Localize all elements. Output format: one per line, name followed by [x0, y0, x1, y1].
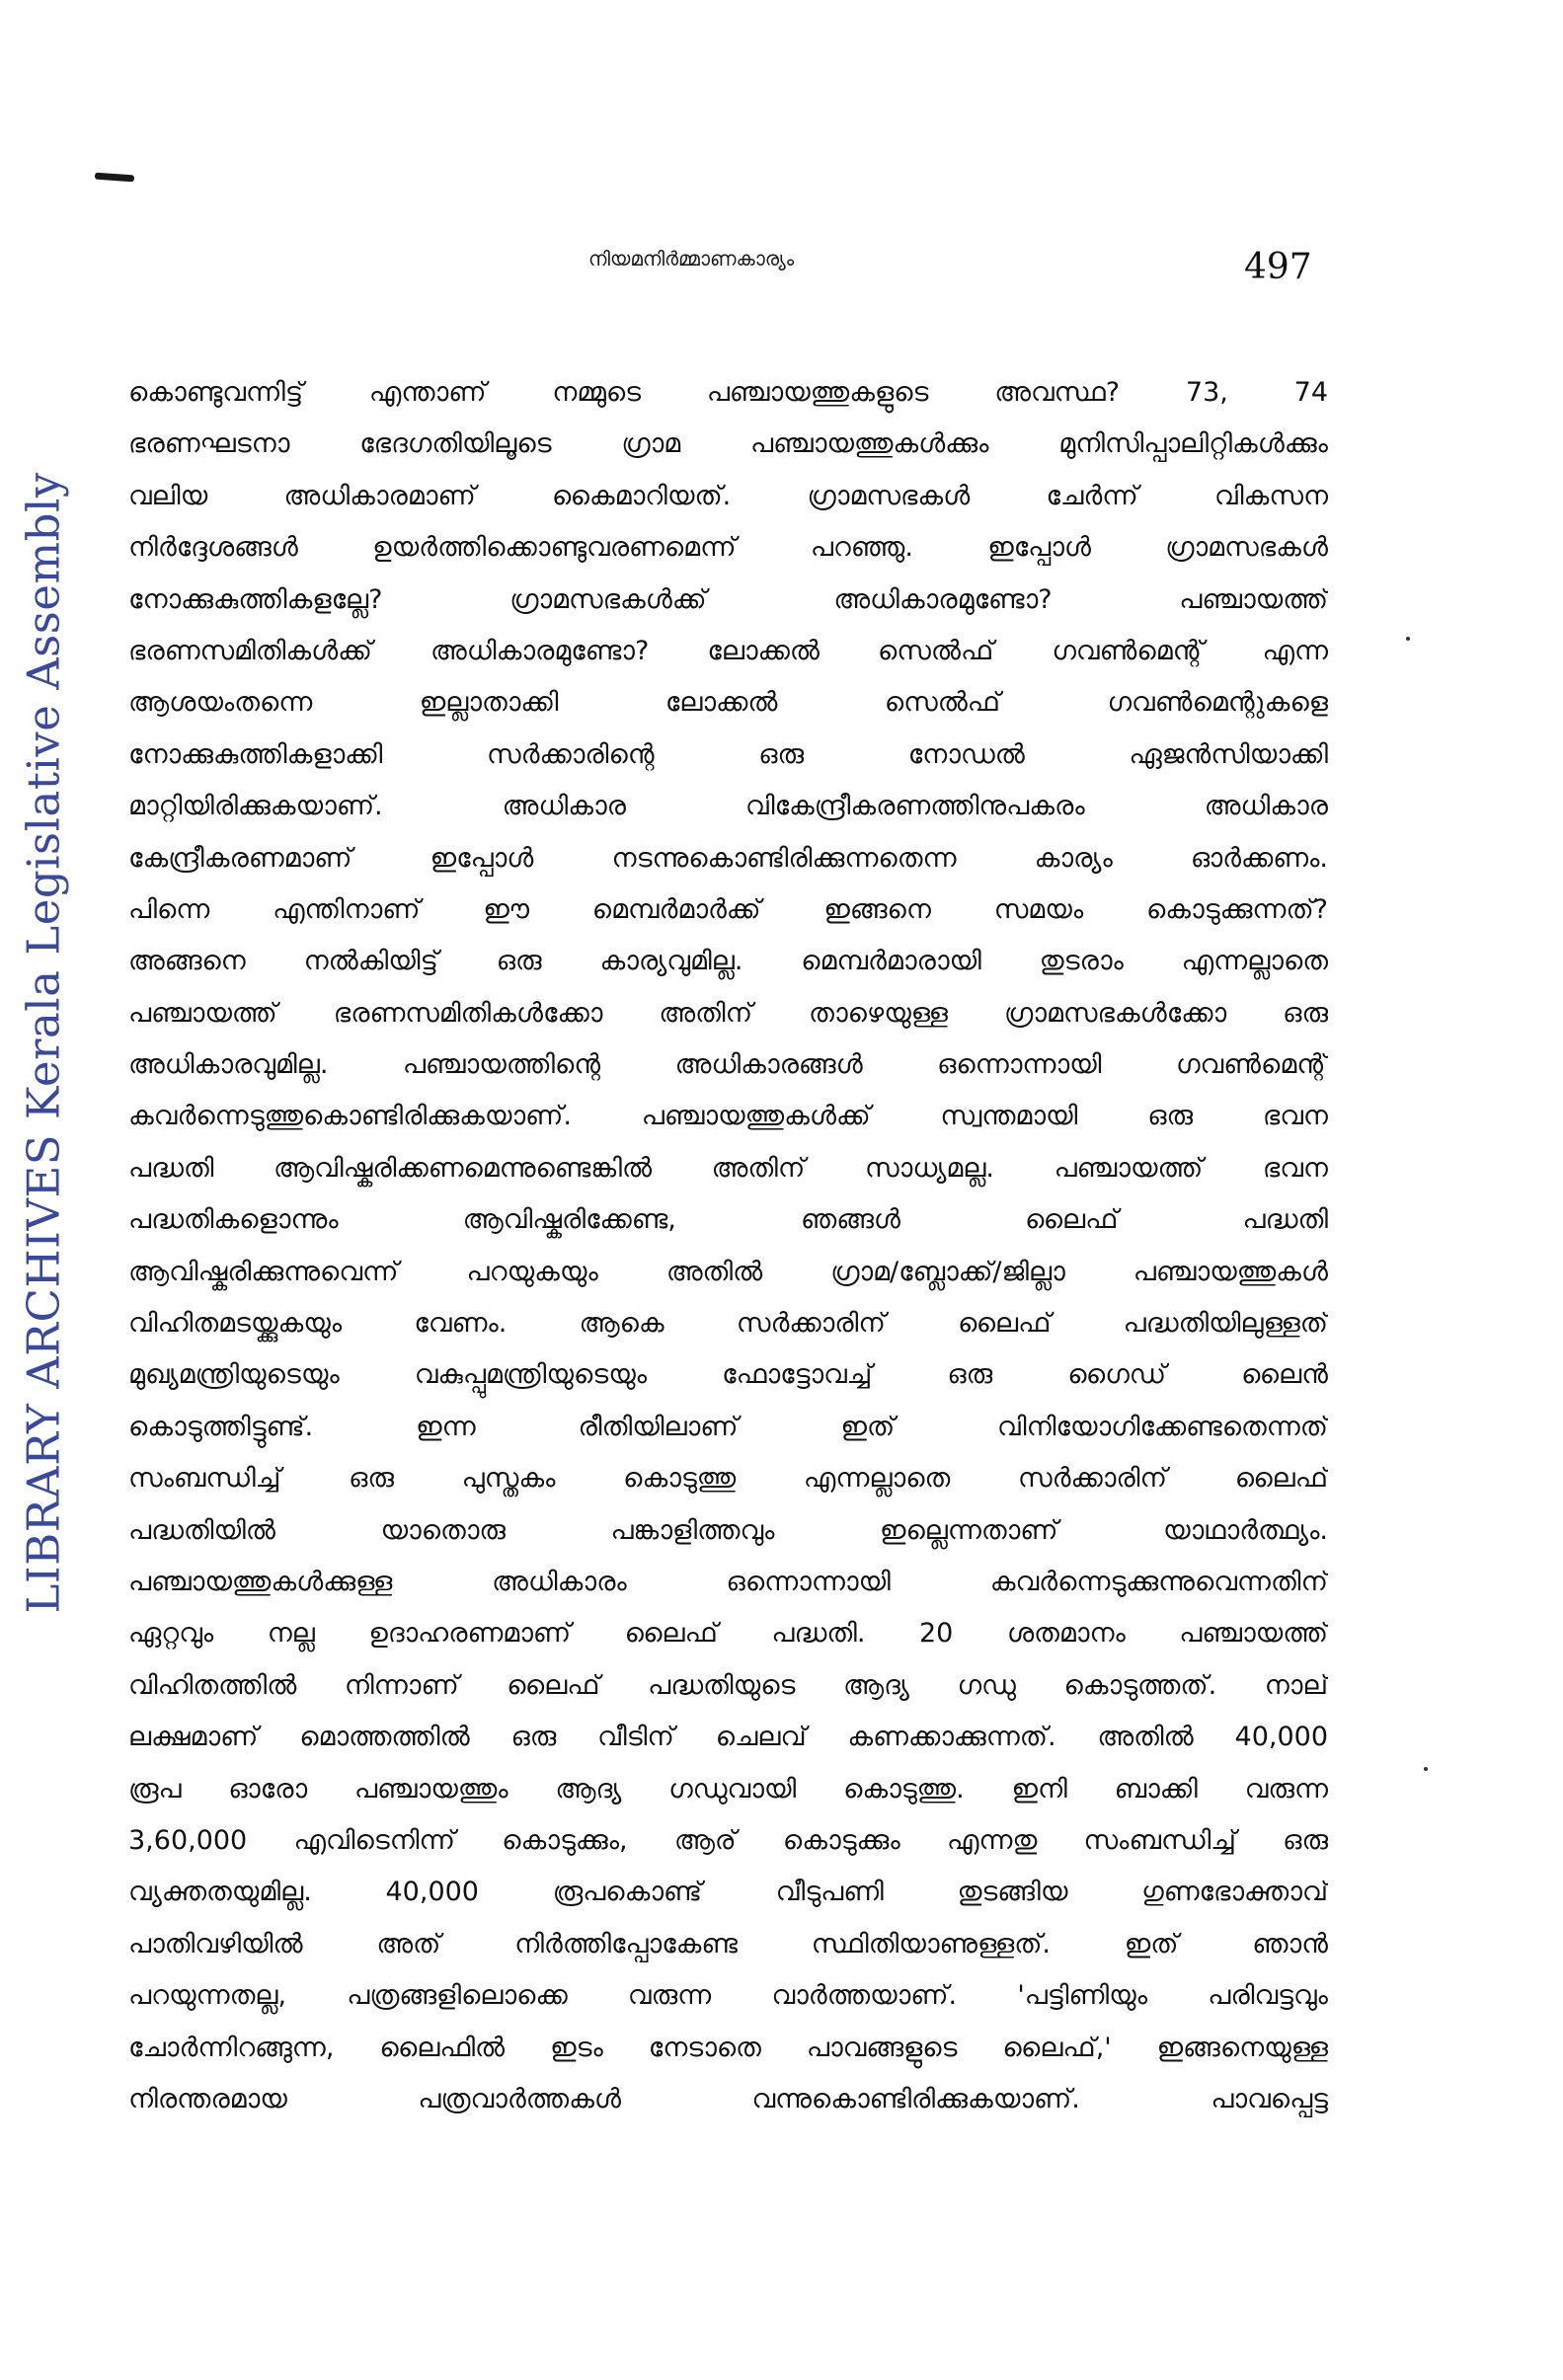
scan-speck: [1406, 637, 1410, 641]
text-line: പിന്നെ എന്തിനാണ് ഈ മെമ്പർമാർക്ക് ഇങ്ങനെ സമയം കൊടുക്കുന്നത്?: [128, 893, 1328, 925]
text-line: കേന്ദ്രീകരണമാണ് ഇപ്പോൾ നടന്നുകൊണ്ടിരിക്കുന്നതെന്ന കാര്യം ഓർക്കണം.: [128, 842, 1328, 874]
text-line: 3,60,000 എവിടെനിന്ന് കൊടുക്കും, ആര് കൊടുക്കും എന്നതു സംബന്ധിച്ച് ഒരു: [128, 1824, 1328, 1856]
text-line: പാതിവഴിയിൽ അത് നിർത്തിപ്പോകേണ്ട സ്ഥിതിയാണുള്ളത്. ഇത് ഞാൻ: [128, 1928, 1328, 1959]
text-line: ഭരണസമിതികൾക്ക് അധികാരമുണ്ടോ? ലോക്കൽ സെൽഫ് ഗവൺമെന്റ് എന്ന: [128, 635, 1328, 666]
text-line: വലിയ അധികാരമാണ് കൈമാറിയത്. ഗ്രാമസഭകൾ ചേർന്ന് വികസന: [128, 480, 1328, 511]
text-line: ഭരണഘടനാ ഭേദഗതിയിലൂടെ ഗ്രാമ പഞ്ചായത്തുകൾക്കും മുനിസിപ്പാലിറ്റികൾക്കും: [128, 428, 1328, 460]
text-line: കൊണ്ടുവന്നിട്ട് എന്താണ് നമ്മുടെ പഞ്ചായത്തുകളുടെ അവസ്ഥ? 73, 74: [128, 377, 1328, 408]
archive-watermark: LIBRARY ARCHIVES Kerala Legislative Assembly: [17, 472, 70, 1614]
text-line: പദ്ധതികളൊന്നും ആവിഷ്കരിക്കേണ്ട, ഞങ്ങൾ ലൈഫ് പദ്ധതി: [128, 1204, 1328, 1236]
text-line: പദ്ധതിയിൽ യാതൊരു പങ്കാളിത്തവും ഇല്ലെന്നതാണ് യാഥാർത്ഥ്യം.: [128, 1514, 1328, 1546]
page-number: 497: [1244, 247, 1312, 287]
text-line: വിഹിതമടയ്ക്കുകയും വേണം. ആകെ സർക്കാരിന് ലൈഫ് പദ്ധതിയിലുള്ളത്: [128, 1308, 1328, 1340]
text-line: നോക്കുകുത്തികളാക്കി സർക്കാരിന്റെ ഒരു നോഡൽ ഏജൻസിയാക്കി: [128, 738, 1328, 770]
text-line: രൂപ ഓരോ പഞ്ചായത്തും ആദ്യ ഗഡുവായി കൊടുത്തു. ഇനി ബാക്കി വരുന്ന: [128, 1773, 1328, 1804]
text-line: വിഹിതത്തിൽ നിന്നാണ് ലൈഫ് പദ്ധതിയുടെ ആദ്യ ഗഡു കൊടുത്തത്. നാല്: [128, 1669, 1328, 1701]
text-line: ചോർന്നിറങ്ങുന്ന, ലൈഫിൽ ഇടം നേടാതെ പാവങ്ങളുടെ ലൈഫ്,' ഇങ്ങനെയുള്ള: [128, 2032, 1328, 2063]
text-line: മുഖ്യമന്ത്രിയുടെയും വകുപ്പുമന്ത്രിയുടെയും ഫോട്ടോവച്ച് ഒരു ഗൈഡ് ലൈൻ: [128, 1359, 1328, 1391]
body-text: [128, 367, 1328, 2125]
text-line: സംബന്ധിച്ച് ഒരു പുസ്തകം കൊടുത്തു എന്നല്ലാതെ സർക്കാരിന് ലൈഫ്: [128, 1463, 1328, 1495]
text-line: ലക്ഷമാണ് മൊത്തത്തിൽ ഒരു വീടിന് ചെലവ് കണക്കാക്കുന്നത്. അതിൽ 40,000: [128, 1722, 1328, 1753]
text-line: അങ്ങനെ നൽകിയിട്ട് ഒരു കാര്യവുമില്ല. മെമ്പർമാരായി തുടരാം എന്നല്ലാതെ: [128, 946, 1328, 977]
scan-speck: [1424, 1767, 1428, 1771]
text-line: പദ്ധതി ആവിഷ്കരിക്കണമെന്നുണ്ടെങ്കിൽ അതിന് സാധ്യമല്ല. പഞ്ചായത്ത് ഭവന: [128, 1152, 1328, 1184]
text-line: മാറ്റിയിരിക്കുകയാണ്. അധികാര വികേന്ദ്രീകരണത്തിനുപകരം അധികാര: [128, 791, 1328, 822]
text-line: പഞ്ചായത്ത് ഭരണസമിതികൾക്കോ അതിന് താഴെയുള്ള ഗ്രാമസഭകൾക്കോ ഒരു: [128, 997, 1328, 1029]
text-line: നിരന്തരമായ പത്രവാർത്തകൾ വന്നുകൊണ്ടിരിക്കുകയാണ്. പാവപ്പെട്ട: [128, 2083, 1328, 2114]
text-line: വ്യക്തതയുമില്ല. 40,000 രൂപകൊണ്ട് വീടുപണി തുടങ്ങിയ ഗുണഭോക്താവ്: [128, 1877, 1328, 1908]
text-line: നിർദ്ദേശങ്ങൾ ഉയർത്തിക്കൊണ്ടുവരണമെന്ന് പറഞ്ഞു. ഇപ്പോൾ ഗ്രാമസഭകൾ: [128, 532, 1328, 564]
text-line: അധികാരവുമില്ല. പഞ്ചായത്തിന്റെ അധികാരങ്ങൾ ഒന്നൊന്നായി ഗവൺമെന്റ്: [128, 1049, 1328, 1081]
text-line: നോക്കുകുത്തികളല്ലേ? ഗ്രാമസഭകൾക്ക് അധികാരമുണ്ടോ? പഞ്ചായത്ത്: [128, 583, 1328, 615]
running-header: നിയമനിർമ്മാണകാര്യം: [587, 247, 795, 270]
text-line: പഞ്ചായത്തുകൾക്കുള്ള അധികാരം ഒന്നൊന്നായി കവർന്നെടുക്കുന്നുവെന്നതിന്: [128, 1566, 1328, 1597]
scan-mark: [95, 173, 134, 183]
text-line: ആവിഷ്കരിക്കുന്നുവെന്ന് പറയുകയും അതിൽ ഗ്രാമ/ബ്ലോക്ക്/ജില്ലാ പഞ്ചായത്തുകൾ: [128, 1256, 1328, 1287]
text-line: കവർന്നെടുത്തുകൊണ്ടിരിക്കുകയാണ്. പഞ്ചായത്തുകൾക്ക് സ്വന്തമായി ഒരു ഭവന: [128, 1101, 1328, 1132]
text-line: ഏറ്റവും നല്ല ഉദാഹരണമാണ് ലൈഫ് പദ്ധതി. 20 ശതമാനം പഞ്ചായത്ത്: [128, 1618, 1328, 1650]
text-line: കൊടുത്തിട്ടുണ്ട്. ഇന്ന രീതിയിലാണ് ഇത് വിനിയോഗിക്കേണ്ടതെന്നത്: [128, 1411, 1328, 1442]
text-line: ആശയംതന്നെ ഇല്ലാതാക്കി ലോക്കൽ സെൽഫ് ഗവൺമെന്റുകളെ: [128, 687, 1328, 719]
text-line: പറയുന്നതല്ല, പത്രങ്ങളിലൊക്കെ വരുന്ന വാർത്തയാണ്. 'പട്ടിണിയും പരിവട്ടവും: [128, 1980, 1328, 2012]
